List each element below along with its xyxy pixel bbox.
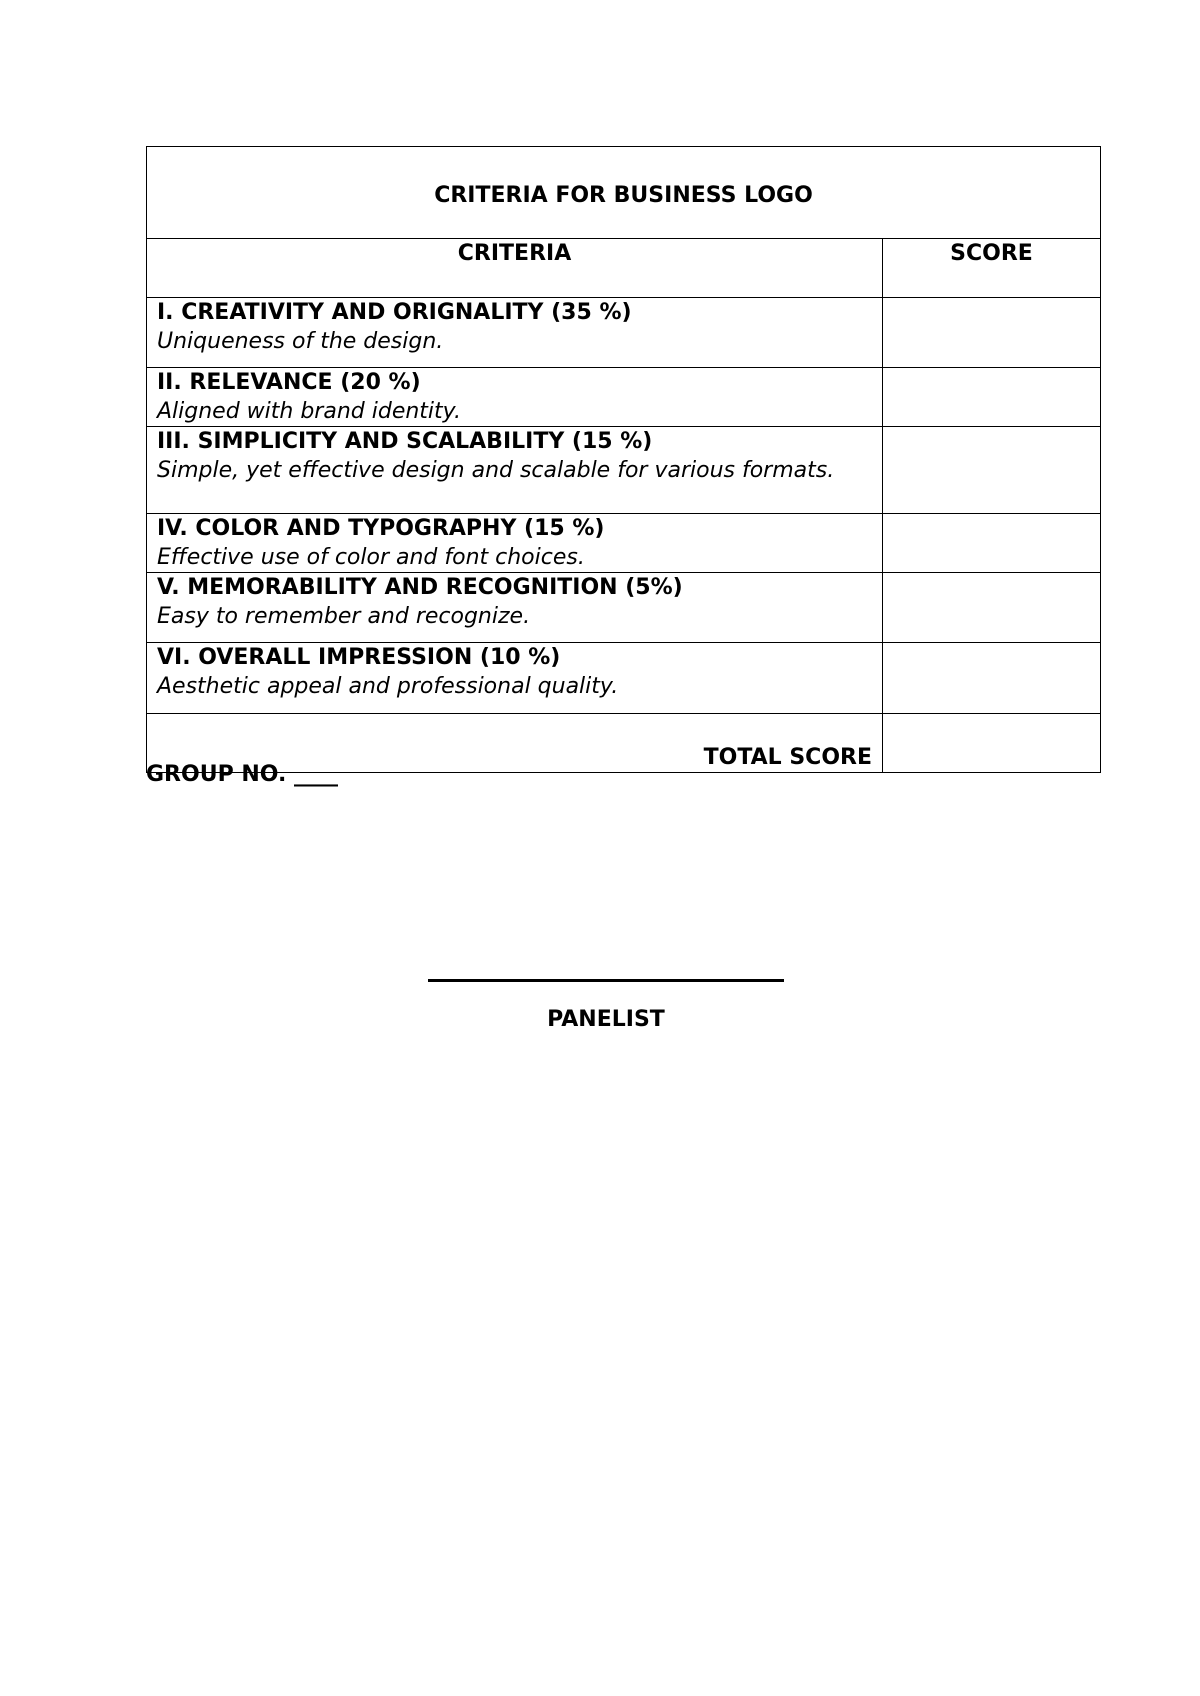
criteria-title: II. RELEVANCE (20 %) [157,370,421,395]
criteria-title: VI. OVERALL IMPRESSION (10 %) [157,645,561,670]
criteria-description: Aesthetic appeal and professional quality. [157,674,619,699]
criteria-row [147,643,1101,714]
total-score-cell[interactable] [883,714,1101,773]
score-cell[interactable] [883,573,1101,643]
criteria-row [147,298,1101,368]
criteria-title: III. SIMPLICITY AND SCALABILITY (15 %) [157,429,653,454]
criteria-cell [147,573,883,643]
criteria-title: V. MEMORABILITY AND RECOGNITION (5%) [157,575,683,600]
criteria-title: IV. COLOR AND TYPOGRAPHY (15 %) [157,516,605,541]
title-row [147,147,1101,239]
score-cell[interactable] [883,298,1101,368]
criteria-description: Aligned with brand identity. [157,399,461,424]
score-cell[interactable] [883,427,1101,514]
header-row [147,239,1101,298]
criteria-cell [147,368,883,427]
score-cell[interactable] [883,643,1101,714]
score-cell[interactable] [883,368,1101,427]
criteria-cell [147,514,883,573]
total-score-label: TOTAL SCORE [147,714,883,773]
criteria-row [147,514,1101,573]
group-number: GROUP NO. ____ [146,762,338,787]
score-header: SCORE [883,239,1101,298]
signature-line [428,979,784,982]
criteria-cell [147,298,883,368]
criteria-description: Easy to remember and recognize. [157,604,531,629]
score-cell[interactable] [883,514,1101,573]
panelist-label: PANELIST [547,1007,665,1032]
criteria-row [147,368,1101,427]
criteria-header: CRITERIA [147,239,883,298]
criteria-row [147,427,1101,514]
criteria-description: Uniqueness of the design. [157,329,444,354]
criteria-description: Effective use of color and font choices. [157,545,585,570]
criteria-table [146,146,1101,773]
criteria-row [147,573,1101,643]
criteria-description: Simple, yet effective design and scalable for various formats. [157,458,835,483]
criteria-cell [147,643,883,714]
table-title: CRITERIA FOR BUSINESS LOGO [147,147,1101,239]
criteria-title: I. CREATIVITY AND ORIGNALITY (35 %) [157,300,632,325]
criteria-cell [147,427,883,514]
